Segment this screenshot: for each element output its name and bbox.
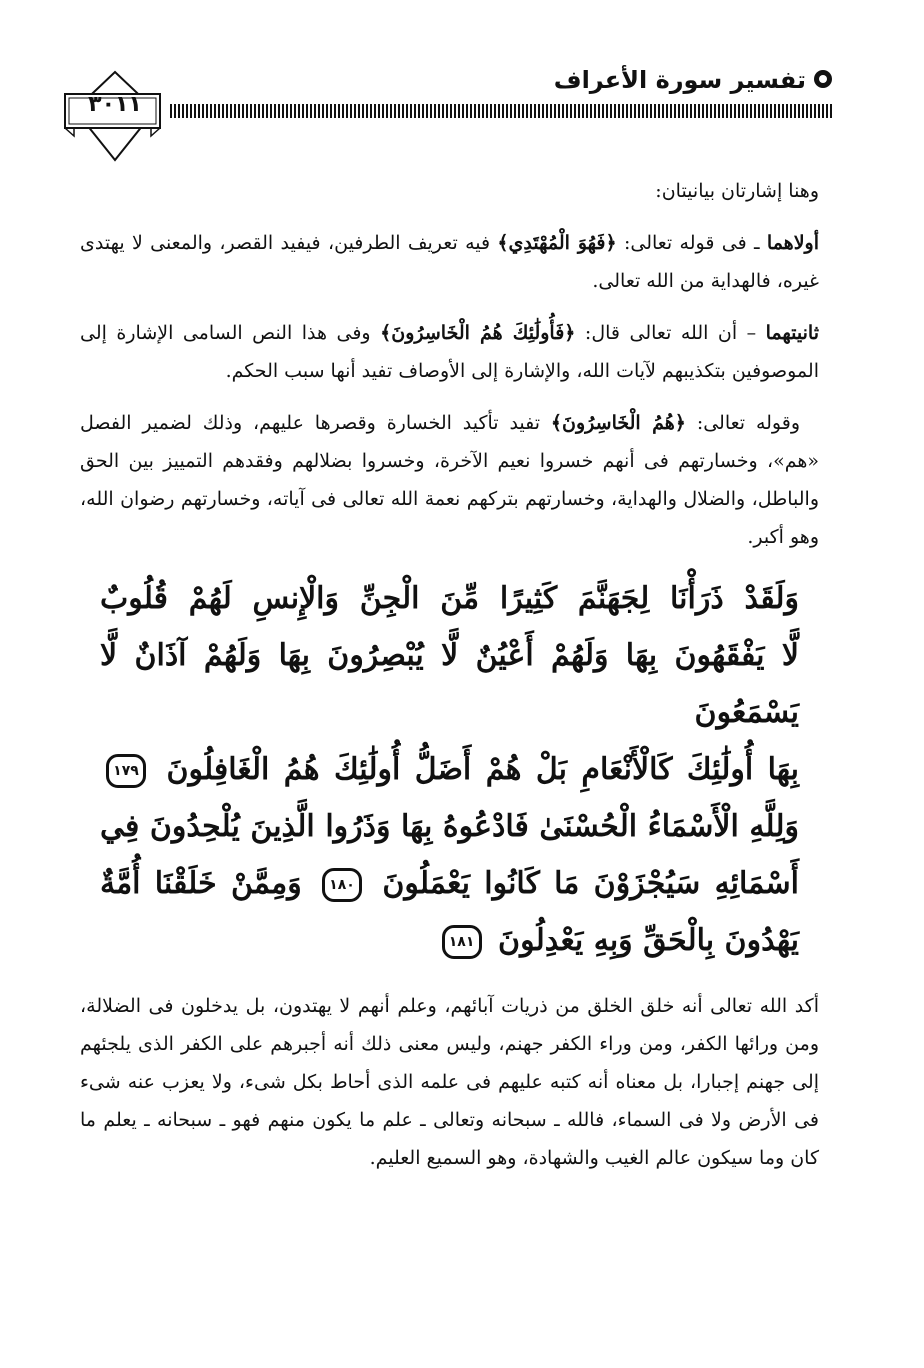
third-text-b: تفيد تأكيد الخسارة وقصرها عليهم، وذلك لضمير الفصل «هم»، وخسارتهم فى أنهم خسروا نعيم الآخرة، وخسروا بضلالهم وفقدهم التمييز بين الحق والباطل، والضلال والهداية، وخسارتهم بتركهم نعمة الله تعالى فى آياته، وخسارتهم رضوان الله، وهو أكبر. [80, 412, 819, 548]
ayah-number-marker: ١٨٠ [322, 868, 362, 902]
first-quote: ﴿فَهُوَ الْمُهْتَدِي﴾ [497, 232, 617, 254]
first-text-b: فيه تعريف الطرفين، فيفيد القصر، والمعنى لا يهتدى غيره، فالهداية من الله تعالى. [80, 232, 819, 292]
third-quote: ﴿هُمُ الْخَاسِرُونَ﴾ [550, 412, 686, 434]
verse-text: أَسْمَائِهِ سَيُجْزَوْنَ مَا كَانُوا يَعْمَلُونَ [382, 866, 799, 901]
ayah-number-marker: ١٧٩ [106, 754, 146, 788]
page-body [80, 172, 819, 1177]
first-lead: أولاهما [766, 232, 819, 254]
page-number: ٣٠١١ [88, 92, 142, 117]
verse-line [100, 741, 799, 798]
verse-line: وَلَقَدْ ذَرَأْنَا لِجَهَنَّمَ كَثِيرًا مِّنَ الْجِنِّ وَالْإِنسِ لَهُمْ قُلُوبٌ [100, 581, 799, 616]
paragraph-third [80, 404, 819, 556]
second-lead: ثانيتهما [765, 322, 819, 344]
third-text-a: وقوله تعالى: [685, 412, 800, 434]
verse-text: بِهَا أُولَٰئِكَ كَالْأَنْعَامِ بَلْ هُمْ أَضَلُّ أُولَٰئِكَ هُمُ الْغَافِلُونَ [166, 752, 799, 787]
second-text-b: وفى هذا النص السامى الإشارة إلى الموصوفين بتكذيبهم لآيات الله، والإشارة إلى الأوصاف تفيد أنها سبب الحكم. [80, 322, 819, 382]
running-title: تفسير سورة الأعراف [553, 66, 806, 94]
header-rule [170, 104, 834, 118]
verse-line [100, 912, 799, 969]
badge-frame-icon [60, 70, 180, 165]
paragraph-first [80, 224, 819, 300]
intro-line: وهنا إشارتان بيانيتان: [655, 180, 819, 202]
commentary [80, 987, 819, 1177]
paragraph-commentary: أكد الله تعالى أنه خلق الخلق من ذريات آبائهم، وعلم أنهم لا يهتدون، بل يدخلون فى الضلالة، ومن ورائها الكفر، ومن وراء الكفر جهنم، وليس معنى ذلك أنه أجبرهم على الكفر الذى يلجئهم إلى جهنم إجبارا، بل معناه أنه كتبه عليهم فى علمه الذى أحاط بكل شىء، ولا يعزب عنه شىء فى الأرض ولا فى السماء، فالله ـ سبحانه وتعالى ـ علم ما يكون منهم فهو ـ سبحانه ـ يعلم ما كان وما سيكون عالم الغيب والشهادة، وهو السميع العليم. [80, 995, 819, 1169]
second-text-a: – أن الله تعالى قال: [575, 322, 766, 344]
quran-verses [100, 570, 799, 969]
verse-line: لَّا يَفْقَهُونَ بِهَا وَلَهُمْ أَعْيُنٌ لَّا يُبْصِرُونَ بِهَا وَلَهُمْ آذَانٌ لَّا يَسْمَعُونَ [100, 638, 799, 730]
paragraph-second [80, 314, 819, 390]
verse-line: وَلِلَّهِ الْأَسْمَاءُ الْحُسْنَىٰ فَادْعُوهُ بِهَا وَذَرُوا الَّذِينَ يُلْحِدُونَ فِي [100, 809, 799, 844]
second-quote: ﴿فَأُولَٰئِكَ هُمُ الْخَاسِرُونَ﴾ [380, 322, 576, 344]
verse-text: يَهْدُونَ بِالْحَقِّ وَبِهِ يَعْدِلُونَ [498, 923, 799, 958]
ornament-icon [812, 68, 834, 90]
verse-text: وَمِمَّنْ خَلَقْنَا أُمَّةٌ [100, 866, 302, 901]
verse-line [100, 855, 799, 912]
page-header [60, 60, 834, 150]
page-number-badge [60, 70, 180, 165]
first-text-a: ـ فى قوله تعالى: [616, 232, 767, 254]
ayah-number-marker: ١٨١ [442, 925, 482, 959]
